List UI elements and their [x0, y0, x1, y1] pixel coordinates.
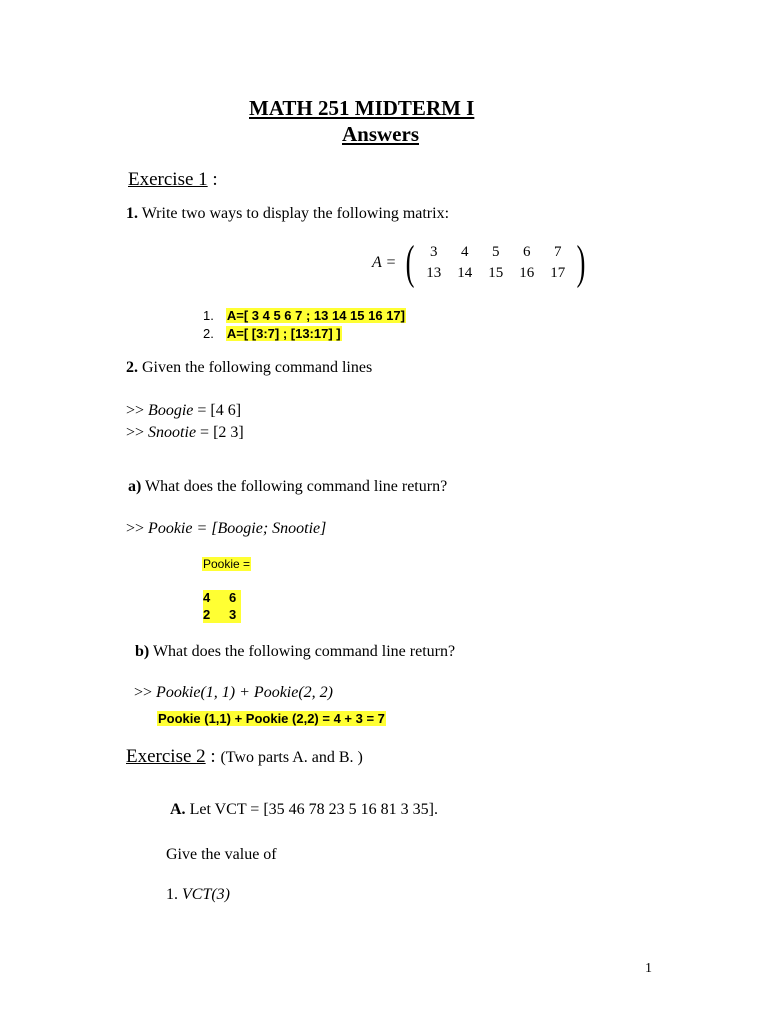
- question-2-text: Given the following command lines: [142, 359, 373, 376]
- exercise-2-part-a: [170, 801, 438, 819]
- answer-1-2-text: A=[ [3:7] ; [13:17] ]: [226, 326, 341, 341]
- prompt-symbol: >>: [126, 424, 145, 441]
- page-subtitle: Answers: [342, 122, 419, 146]
- question-1-text: Write two ways to display the following matrix:: [141, 205, 450, 222]
- page-title: MATH 251 MIDTERM I: [249, 96, 475, 120]
- question-2a-label: a): [128, 478, 142, 495]
- answer-2a-label: [202, 555, 251, 573]
- exercise-2-note: (Two parts A. and B. ): [220, 749, 363, 766]
- matrix-lhs: A =: [372, 254, 397, 271]
- matrix-left-paren: (: [405, 236, 415, 289]
- answer-1-1: [203, 307, 406, 325]
- give-value-text: Give the value of: [166, 846, 277, 863]
- matrix-cell: 4: [461, 244, 469, 260]
- matrix-right-paren: ): [576, 236, 586, 289]
- exercise-1-heading-label: Exercise 1: [128, 169, 208, 190]
- matrix-cell: 13: [426, 265, 442, 281]
- prompt-symbol: >>: [126, 402, 145, 419]
- item-1-expression: VCT(3): [182, 886, 230, 903]
- prompt-symbol: >>: [134, 684, 153, 701]
- question-2: [126, 359, 372, 377]
- part-a-text: Let VCT = [35 46 78 23 5 16 81 3 35].: [189, 801, 438, 818]
- question-2a-text: What does the following command line return?: [145, 478, 448, 495]
- command-line-boogie: [126, 402, 241, 420]
- part-a-label: A.: [170, 801, 186, 818]
- matrix-cell: 6: [523, 244, 531, 260]
- question-1: [126, 205, 449, 223]
- pookie-cell: 2: [203, 607, 211, 622]
- exercise-2-colon: :: [210, 746, 216, 767]
- matrix-grid: [418, 244, 573, 282]
- answer-1-1-text: A=[ 3 4 5 6 7 ; 13 14 15 16 17]: [226, 308, 405, 323]
- snootie-var: Snootie: [148, 424, 197, 441]
- item-1-number: 1.: [166, 886, 178, 903]
- snootie-value: = [2 3]: [196, 424, 244, 441]
- question-2b-text: What does the following command line return?: [152, 643, 456, 660]
- question-2a: [128, 478, 447, 496]
- matrix-display: [372, 236, 589, 289]
- answer-2b-text: Pookie (1,1) + Pookie (2,2) = 4 + 3 = 7: [158, 711, 385, 726]
- boogie-value: = [4 6]: [193, 402, 242, 419]
- pookie-cell: 3: [229, 607, 237, 622]
- matrix-cell: 16: [519, 265, 535, 281]
- command-line-snootie: [126, 424, 244, 442]
- pookie-cell: 4: [203, 590, 211, 605]
- answer-1-2-number: 2.: [203, 326, 214, 341]
- prompt-symbol: >>: [126, 520, 145, 537]
- answer-1-1-number: 1.: [203, 308, 214, 323]
- matrix-cell: 15: [488, 265, 504, 281]
- answer-2b: [157, 710, 386, 728]
- exercise-2-heading-label: Exercise 2: [126, 746, 206, 767]
- matrix-cell: 17: [550, 265, 566, 281]
- matrix-cell: 3: [430, 244, 438, 260]
- command-line-pookie-sum: [134, 684, 333, 702]
- matrix-cell: 7: [554, 244, 562, 260]
- page-number: 1: [645, 961, 652, 976]
- pookie-cell: 6: [229, 590, 237, 605]
- exercise-2-item-1: [166, 886, 230, 904]
- command-line-pookie: [126, 520, 326, 538]
- question-1-number: 1.: [126, 205, 138, 222]
- answer-1-2: [203, 325, 342, 343]
- matrix-cell: 14: [457, 265, 473, 281]
- exercise-1-heading: [128, 169, 218, 191]
- boogie-var: Boogie: [148, 402, 194, 419]
- pookie-answer-label: Pookie =: [203, 557, 251, 571]
- exercise-2-heading: [126, 746, 363, 768]
- pookie-sum-command: Pookie(1, 1) + Pookie(2, 2): [156, 684, 333, 701]
- question-2b-label: b): [135, 643, 150, 660]
- pookie-answer-matrix: [203, 590, 241, 623]
- question-2b: [135, 643, 455, 661]
- pookie-command: Pookie = [Boogie; Snootie]: [148, 520, 327, 537]
- matrix-cell: 5: [492, 244, 500, 260]
- question-2-number: 2.: [126, 359, 138, 376]
- exercise-1-colon: :: [212, 169, 218, 190]
